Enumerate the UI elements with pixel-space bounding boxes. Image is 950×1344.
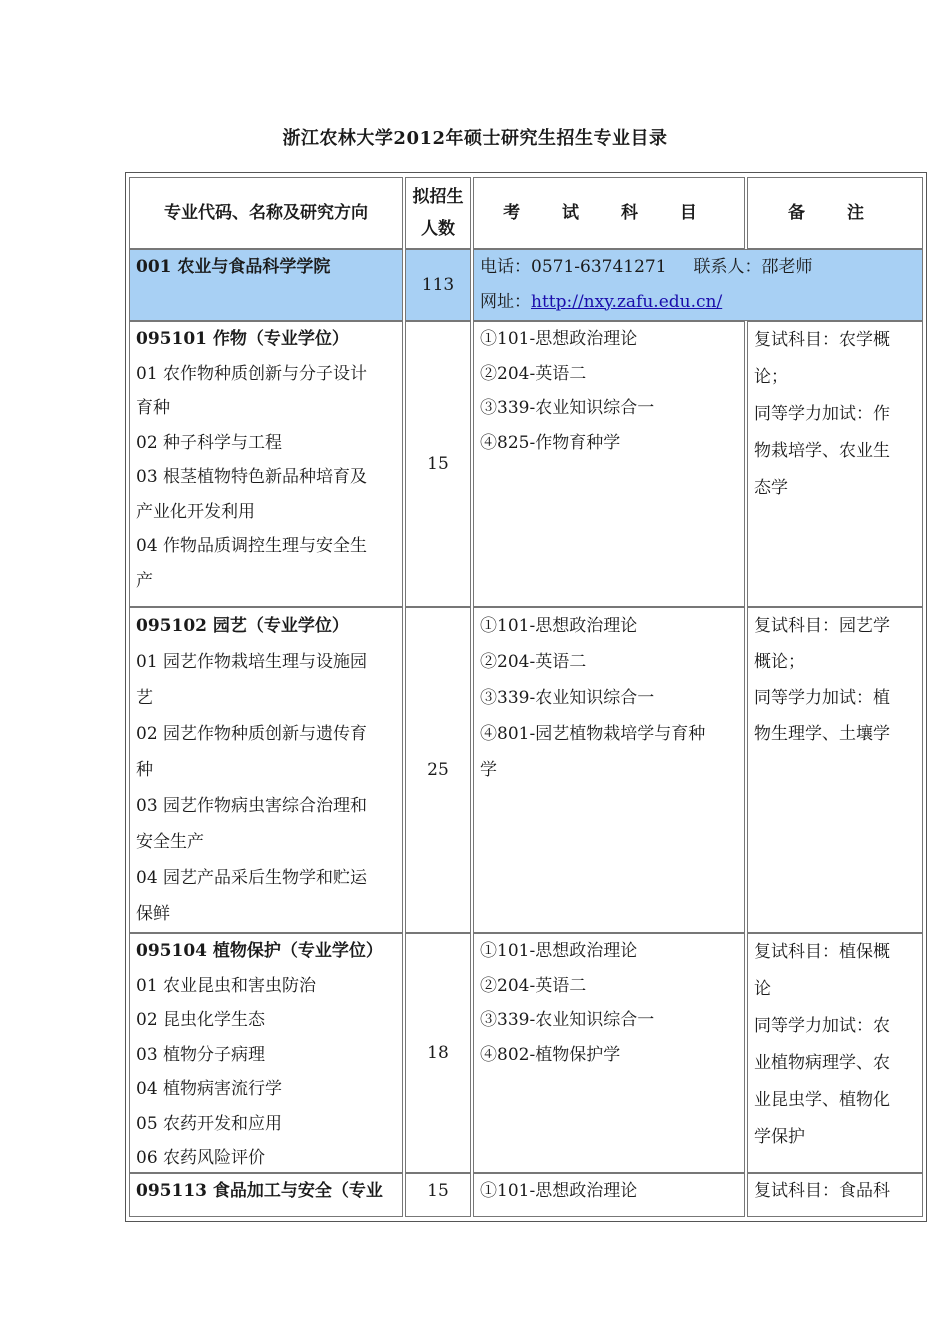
note-line: 物栽培学、农业生 bbox=[754, 441, 890, 461]
program-2-info bbox=[129, 607, 403, 933]
direction: 06 农药风险评价 bbox=[136, 1148, 266, 1168]
note-line: 业昆虫学、植物化 bbox=[754, 1090, 890, 1110]
program-4-count: 15 bbox=[405, 1173, 471, 1217]
program-code: 095102 园艺（专业学位） bbox=[136, 616, 349, 636]
exam-subject: ③339-农业知识综合一 bbox=[480, 1010, 655, 1030]
exam-subject: ②204-英语二 bbox=[480, 975, 587, 996]
direction: 艺 bbox=[136, 688, 153, 708]
direction: 产业化开发利用 bbox=[136, 501, 255, 522]
exam-subject: ②204-英语二 bbox=[480, 363, 587, 384]
program-3-count: 18 bbox=[405, 933, 471, 1173]
college-phone: 电话：0571-63741271 联系人：邵老师 bbox=[480, 257, 813, 277]
note-line: 概论； bbox=[754, 652, 805, 672]
program-code: 095101 作物（专业学位） bbox=[136, 329, 349, 349]
program-1-count: 15 bbox=[405, 321, 471, 607]
note-line: 同等学力加试：农 bbox=[754, 1016, 890, 1036]
direction: 04 作物品质调控生理与安全生 bbox=[136, 536, 368, 556]
direction: 03 根茎植物特色新品种培育及 bbox=[136, 467, 368, 487]
program-2-notes bbox=[747, 607, 923, 933]
direction: 05 农药开发和应用 bbox=[136, 1113, 283, 1134]
college-web-label: 网址： bbox=[480, 291, 531, 312]
note-line: 论 bbox=[754, 979, 771, 999]
college-contact bbox=[473, 249, 923, 321]
exam-subject: ②204-英语二 bbox=[480, 652, 587, 672]
program-2-exams bbox=[473, 607, 745, 933]
note-line: 复试科目：园艺学 bbox=[754, 616, 890, 636]
note-line: 学保护 bbox=[754, 1127, 805, 1147]
exam-subject: 学 bbox=[480, 760, 497, 780]
direction: 02 园艺作物种质创新与遗传育 bbox=[136, 724, 368, 744]
exam-subject: ④802-植物保护学 bbox=[480, 1044, 621, 1065]
header-program: 专业代码、名称及研究方向 bbox=[129, 177, 403, 249]
direction: 03 植物分子病理 bbox=[136, 1044, 266, 1065]
program-code: 095113 食品加工与安全（专业 bbox=[136, 1181, 383, 1201]
direction: 04 园艺产品采后生物学和贮运 bbox=[136, 868, 368, 888]
note-line: 复试科目：植保概 bbox=[754, 942, 890, 962]
direction: 育种 bbox=[136, 398, 170, 418]
header-exams: 考 试 科 目 bbox=[473, 177, 745, 249]
note-line: 同等学力加试：作 bbox=[754, 404, 890, 424]
direction: 种 bbox=[136, 760, 153, 780]
note-line: 态学 bbox=[754, 478, 788, 498]
program-code: 095104 植物保护（专业学位） bbox=[136, 941, 383, 961]
header-notes: 备 注 bbox=[747, 177, 923, 249]
direction: 02 昆虫化学生态 bbox=[136, 1010, 266, 1030]
note-line: 复试科目：食品科 bbox=[754, 1181, 890, 1201]
exam-subject: ③339-农业知识综合一 bbox=[480, 688, 655, 708]
header-count: 拟招生人数 bbox=[405, 177, 471, 249]
direction: 03 园艺作物病虫害综合治理和 bbox=[136, 796, 368, 816]
exam-subject: ④825-作物育种学 bbox=[480, 432, 621, 453]
exam-subject: ①101-思想政治理论 bbox=[480, 329, 638, 349]
program-4-exams bbox=[473, 1173, 745, 1217]
program-2-count: 25 bbox=[405, 607, 471, 933]
note-line: 同等学力加试：植 bbox=[754, 688, 890, 708]
direction: 02 种子科学与工程 bbox=[136, 432, 283, 453]
direction: 产 bbox=[136, 570, 153, 591]
program-1-info bbox=[129, 321, 403, 607]
direction: 04 植物病害流行学 bbox=[136, 1079, 283, 1099]
program-3-info bbox=[129, 933, 403, 1173]
direction: 安全生产 bbox=[136, 832, 204, 852]
page-title: 浙江农林大学2012年硕士研究生招生专业目录 bbox=[282, 128, 668, 149]
exam-subject: ①101-思想政治理论 bbox=[480, 941, 638, 961]
college-count: 113 bbox=[405, 249, 471, 321]
note-line: 论； bbox=[754, 367, 788, 387]
college-name: 001 农业与食品科学学院 bbox=[129, 249, 403, 321]
exam-subject: ①101-思想政治理论 bbox=[480, 1181, 638, 1201]
exam-subject: ③339-农业知识综合一 bbox=[480, 398, 655, 418]
note-line: 业植物病理学、农 bbox=[754, 1053, 890, 1073]
college-website-link[interactable]: http://nxy.zafu.edu.cn/ bbox=[531, 291, 723, 312]
direction: 01 园艺作物栽培生理与设施园 bbox=[136, 652, 368, 672]
exam-subject: ①101-思想政治理论 bbox=[480, 616, 638, 636]
note-line: 物生理学、土壤学 bbox=[754, 724, 890, 744]
program-3-exams bbox=[473, 933, 745, 1173]
direction: 01 农业昆虫和害虫防治 bbox=[136, 975, 317, 996]
program-1-exams bbox=[473, 321, 745, 607]
catalog-table bbox=[125, 172, 927, 1222]
note-line: 复试科目：农学概 bbox=[754, 330, 890, 350]
college-web bbox=[480, 285, 916, 320]
program-3-notes bbox=[747, 933, 923, 1173]
program-1-notes bbox=[747, 321, 923, 607]
direction: 保鲜 bbox=[136, 904, 170, 924]
direction: 01 农作物种质创新与分子设计 bbox=[136, 363, 368, 384]
program-4-notes bbox=[747, 1173, 923, 1217]
program-4-info bbox=[129, 1173, 403, 1217]
exam-subject: ④801-园艺植物栽培学与育种 bbox=[480, 724, 706, 744]
